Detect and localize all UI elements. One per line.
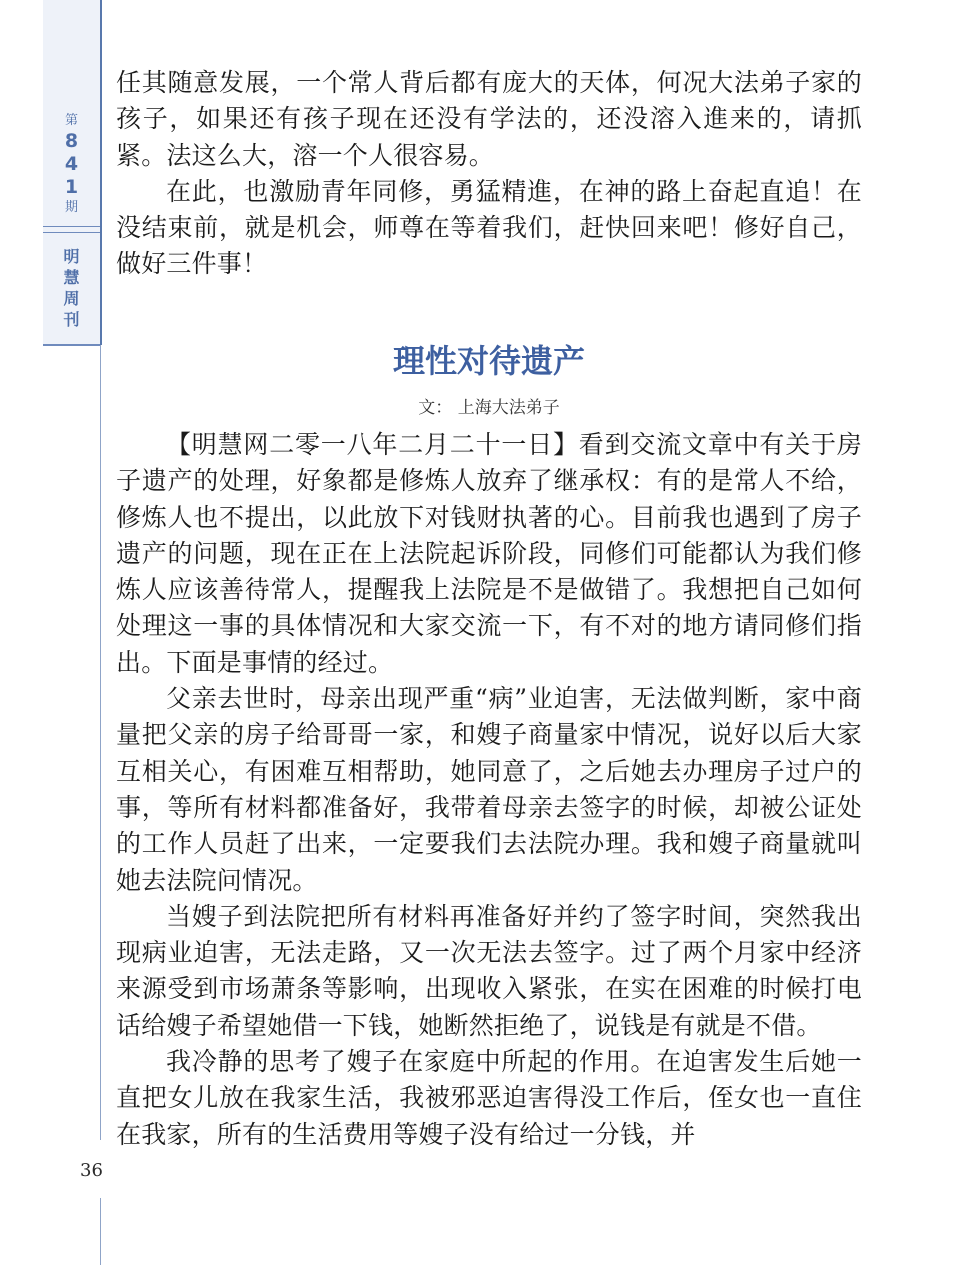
body-paragraph: 任其随意发展，一个常人背后都有庞大的天体，何况大法弟子家的孩子，如果还有孩子现在还没有学法的，还没溶入進来的，请抓紧。法这么大，溶一个人很容易。 (116, 68, 862, 170)
journal-char: 周 (63, 289, 80, 308)
sidebar-divider-middle (100, 345, 101, 1140)
sidebar-divider-top (100, 0, 102, 345)
journal-rule (43, 344, 100, 346)
body-paragraph: 当嫂子到法院把所有材料再准备好并约了签字时间，突然我出现病业迫害，无法走路，又一次无法去签字。过了两个月家中经济来源受到市场萧条等影响，出现收入紧张，在实在困难的时候打电话给嫂子希望她借一下钱，她断然拒绝了，说钱是有就是不借。 (116, 901, 862, 1040)
journal-char: 明 (63, 247, 80, 266)
article-title: 理性对待遗产 (392, 342, 585, 380)
body-paragraph: 我冷静的思考了嫂子在家庭中所起的作用。在迫害发生后她一直把女儿放在我家生活，我被邪恶迫害得没工作后，侄女也一直住在我家，所有的生活费用等嫂子没有给过一分钱，并 (116, 1047, 862, 1149)
previous-article-ending (116, 65, 862, 283)
journal-char: 刊 (63, 310, 80, 329)
page-sidebar (0, 0, 100, 1265)
journal-name (43, 246, 100, 330)
issue-digit: 8 (64, 130, 79, 152)
body-paragraph: 在此，也激励青年同修，勇猛精進，在神的路上奋起直追！在没结束前，就是机会，师尊在等着我们，赶快回来吧！修好自己，做好三件事！ (116, 176, 862, 279)
sidebar-divider-bottom (100, 1198, 101, 1265)
issue-prefix: 第 (64, 113, 78, 128)
body-paragraph: 父亲去世时，母亲出现严重“病”业迫害，无法做判断，家中商量把父亲的房子给哥哥一家，和嫂子商量家中情况，说好以后大家互相关心，有困难互相帮助，她同意了，之后她去办理房子过户的事，等所有材料都准备好，我带着母亲去签字的时候，却被公证处的工作人员赶了出来，一定要我们去法院办理。我和嫂子商量就叫她去法院问情况。 (116, 684, 862, 895)
body-paragraph: 【明慧网二零一八年二月二十一日】看到交流文章中有关于房子遗产的处理，好象都是修炼人放弃了继承权：有的是常人不给，修炼人也不提出，以此放下对钱财执著的心。目前我也遇到了房子遗产的问题，现在正在上法院起诉阶段，同修们可能都认为我们修炼人应该善待常人，提醒我上法院是不是做错了。我想把自己如何处理这一事的具体情况和大家交流一下，有不对的地方请同修们指出。下面是事情的经过。 (116, 430, 862, 677)
article-body (116, 427, 862, 1153)
issue-number-label (43, 112, 100, 217)
issue-digit: 4 (64, 153, 79, 175)
issue-rule-lower (43, 232, 100, 233)
issue-digit: 1 (64, 176, 79, 198)
journal-char: 慧 (63, 268, 80, 287)
issue-suffix: 期 (64, 200, 78, 215)
page-number: 36 (80, 1160, 103, 1181)
article-byline: 文： 上海大法弟子 (418, 398, 560, 418)
issue-rule-upper (43, 226, 100, 227)
